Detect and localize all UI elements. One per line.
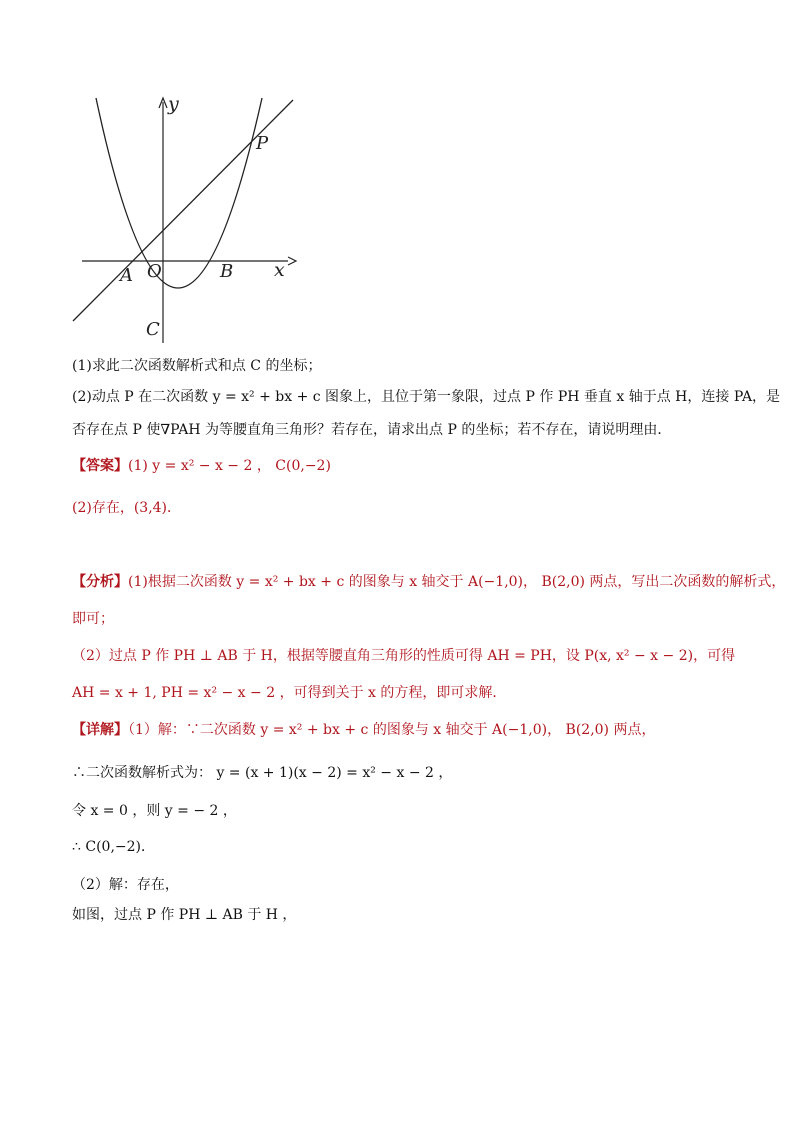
- detail-tag: 【详解】: [72, 722, 128, 738]
- parabola-figure: [60, 88, 300, 350]
- question-part1: (1)求此二次函数解析式和点 C 的坐标；: [72, 358, 322, 374]
- detail-line3: 令 x = 0 ，则 y = − 2 ，: [72, 803, 237, 819]
- question-part2-line2: 否存在点 P 使∇PAH 为等腰直角三角形？若存在，请求出点 P 的坐标；若不存在，请说明理由．: [72, 422, 672, 438]
- answer-text1: (1) y = x² − x − 2 ， C(0,−2): [128, 458, 331, 474]
- parabola-curve: [96, 98, 262, 288]
- label-x: x: [274, 259, 285, 281]
- analysis-tag: 【分析】: [72, 574, 128, 590]
- analysis-line2: 即可；: [72, 611, 114, 627]
- detail-line4: ∴ C(0,−2)．: [72, 839, 155, 855]
- answer-tag: 【答案】: [72, 458, 128, 474]
- label-b: B: [220, 261, 234, 282]
- analysis-line4: AH = x + 1, PH = x² − x − 2 ，可得到关于 x 的方程，即可求解．: [72, 685, 507, 701]
- label-y: y: [168, 93, 179, 115]
- detail-line2: ∴二次函数解析式为： y = (x + 1)(x − 2) = x² − x − 2 ，: [72, 765, 453, 781]
- label-p: P: [256, 133, 269, 154]
- analysis-line3: （2）过点 P 作 PH ⊥ AB 于 H，根据等腰直角三角形的性质可得 AH = PH，设 P(x, x² − x − 2)，可得: [72, 648, 736, 664]
- detail-line1: [72, 720, 655, 740]
- answer-line2: (2)存在，(3,4)．: [72, 500, 182, 516]
- label-c: C: [146, 319, 160, 340]
- detail-line5: （2）解：存在，: [72, 877, 179, 893]
- analysis-line1: [72, 572, 785, 592]
- detail-text1: （1）解：∵二次函数 y = x² + bx + c 的图象与 x 轴交于 A(−1,0)， B(2,0) 两点，: [128, 722, 656, 738]
- x-axis-arrow: [288, 257, 296, 265]
- question-part2-line1: (2)动点 P 在二次函数 y = x² + bx + c 图象上，且位于第一象限，过点 P 作 PH 垂直 x 轴于点 H，连接 PA，是: [72, 389, 781, 405]
- label-a: A: [120, 265, 133, 286]
- detail-line6: 如图，过点 P 作 PH ⊥ AB 于 H ，: [72, 907, 297, 923]
- label-o: O: [147, 261, 162, 282]
- answer-line1: [72, 456, 331, 476]
- analysis-text1: (1)根据二次函数 y = x² + bx + c 的图象与 x 轴交于 A(−1,0)， B(2,0) 两点，写出二次函数的解析式，: [128, 574, 786, 590]
